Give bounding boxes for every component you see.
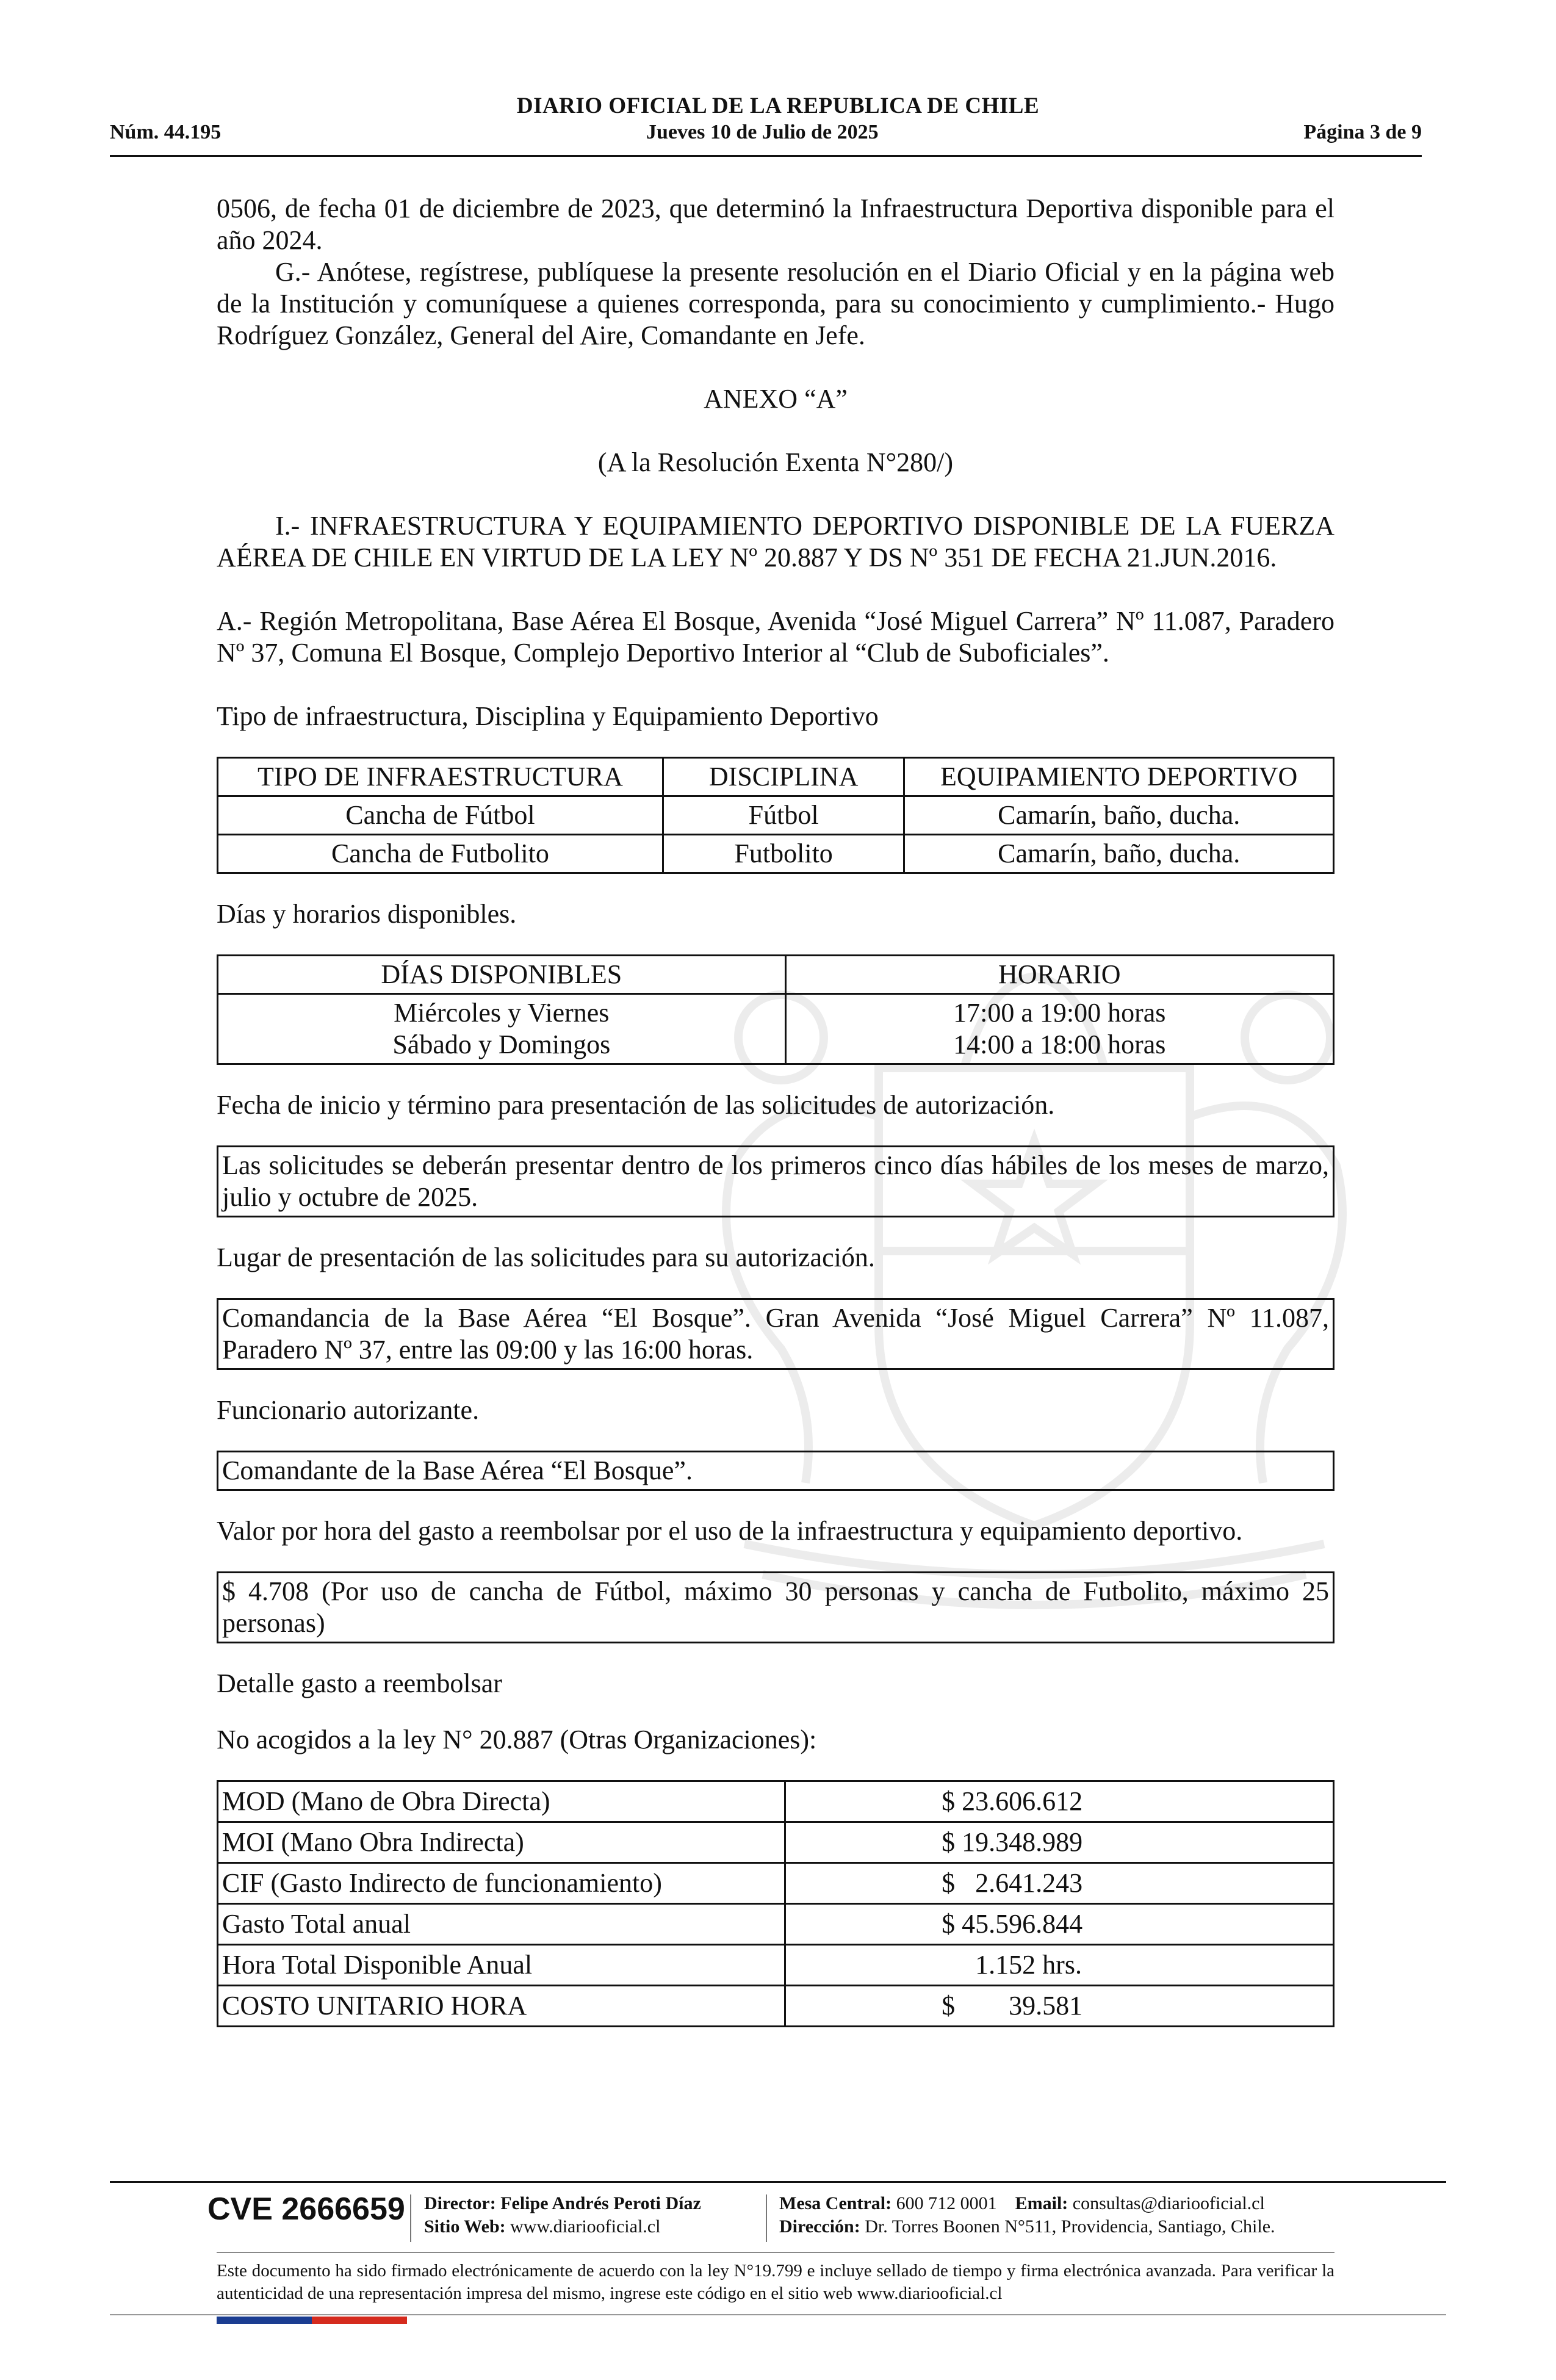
section-a-text: A.- Región Metropolitana, Base Aérea El Bosque, Avenida “José Miguel Carrera” Nº 11.087, Paradero Nº 37, Comuna El Bosque, Complejo Deportivo Interior al “Club de Suboficiales”. <box>217 606 1334 668</box>
table-row <box>218 1781 1334 1822</box>
annex-reference: (A la Resolución Exenta N°280/) <box>597 447 954 477</box>
day-entry: Miércoles y Viernes <box>394 998 610 1028</box>
hours-cell <box>785 994 1333 1064</box>
director-name: Felipe Andrés Peroti Díaz <box>500 2193 701 2213</box>
table-header-cell: EQUIPAMIENTO DEPORTIVO <box>904 758 1334 796</box>
issue-number: Núm. 44.195 <box>110 121 222 143</box>
footer-rule <box>217 2252 1334 2253</box>
table-header-row <box>218 758 1334 796</box>
cost-label: CIF (Gasto Indirecto de funcionamiento) <box>218 1863 785 1904</box>
cost-label: COSTO UNITARIO HORA <box>218 1986 785 2027</box>
infra-heading: Tipo de infraestructura, Disciplina y Equipamiento Deportivo <box>217 701 879 731</box>
signature-note: Este documento ha sido firmado electrónicamente de acuerdo con la ley N°19.799 e incluye sellado de tiempo y firma electrónica avanzada. Para verificar la autenticidad de una representación impresa del mismo, ingrese este código en el sitio web www.diariooficial.cl <box>217 2261 1334 2303</box>
header-row <box>110 121 1422 144</box>
dates-box: Las solicitudes se deberán presentar dentro de los primeros cinco días hábiles de los meses de marzo, julio y octubre de 2025. <box>217 1145 1334 1217</box>
cost-value: $ 23.606.612 <box>785 1781 1334 1822</box>
table-cell: Fútbol <box>663 796 904 835</box>
flag-stripe <box>217 2317 407 2324</box>
value-box: $ 4.708 (Por uso de cancha de Fútbol, máximo 30 personas y cancha de Futbolito, máximo 25 personas) <box>217 1571 1334 1643</box>
email-label: Email: <box>1015 2193 1068 2213</box>
footer-divider <box>766 2194 767 2242</box>
table-cell: Cancha de Fútbol <box>218 796 663 835</box>
infrastructure-table <box>217 757 1334 874</box>
paragraph-continuation: 0506, de fecha 01 de diciembre de 2023, que determinó la Infraestructura Deportiva disponible para el año 2024. <box>217 193 1334 255</box>
table-row <box>218 1945 1334 1986</box>
table-header-cell: TIPO DE INFRAESTRUCTURA <box>218 758 663 796</box>
detail-heading: Detalle gasto a reembolsar <box>217 1668 502 1698</box>
hour-entry: 17:00 a 19:00 horas <box>953 998 1166 1028</box>
official-box: Comandante de la Base Aérea “El Bosque”. <box>217 1451 1334 1491</box>
table-cell: Camarín, baño, ducha. <box>904 796 1334 835</box>
table-row <box>218 1822 1334 1863</box>
table-cell: Camarín, baño, ducha. <box>904 835 1334 873</box>
day-entry: Sábado y Domingos <box>392 1030 611 1059</box>
cost-value: 1.152 hrs. <box>785 1945 1334 1986</box>
cost-label: Hora Total Disponible Anual <box>218 1945 785 1986</box>
cost-value: $ 2.641.243 <box>785 1863 1334 1904</box>
value-heading: Valor por hora del gasto a reembolsar por el uso de la infraestructura y equipamiento deportivo. <box>217 1516 1243 1546</box>
director-label: Director: <box>424 2193 496 2213</box>
not-covered-heading: No acogidos a la ley N° 20.887 (Otras Organizaciones): <box>217 1725 817 1754</box>
table-row <box>218 796 1334 835</box>
cost-value: $ 39.581 <box>785 1986 1334 2027</box>
table-row <box>218 835 1334 873</box>
table-header-cell: HORARIO <box>785 956 1333 994</box>
newspaper-title: DIARIO OFICIAL DE LA REPUBLICA DE CHILE <box>516 93 1040 118</box>
cost-label: MOI (Mano Obra Indirecta) <box>218 1822 785 1863</box>
cost-value: $ 19.348.989 <box>785 1822 1334 1863</box>
issue-date: Jueves 10 de Julio de 2025 <box>646 121 879 143</box>
cost-table <box>217 1780 1334 2027</box>
days-heading: Días y horarios disponibles. <box>217 899 517 929</box>
header-rule <box>110 155 1422 157</box>
schedule-table <box>217 954 1334 1065</box>
web-label: Sitio Web: <box>424 2216 506 2237</box>
annex-title: ANEXO “A” <box>704 384 848 414</box>
footer-director-block <box>424 2192 701 2238</box>
table-header-cell: DISCIPLINA <box>663 758 904 796</box>
paragraph-g: G.- Anótese, regístrese, publíquese la presente resolución en el Diario Oficial y en la página web de la Institución y comuníquese a quienes corresponda, para su conocimiento y cumplimiento.- Hugo Rodríguez González, General del Aire, Comandante en Jefe. <box>217 257 1334 350</box>
document-body <box>217 193 1334 2027</box>
place-heading: Lugar de presentación de las solicitudes para su autorización. <box>217 1242 875 1272</box>
web-link[interactable]: www.diariooficial.cl <box>510 2216 661 2237</box>
table-row <box>218 1904 1334 1945</box>
footer-rule <box>110 2181 1446 2183</box>
footer-divider <box>410 2194 411 2242</box>
page-number: Página 3 de 9 <box>1303 121 1422 143</box>
flag-red-stripe <box>312 2317 407 2324</box>
flag-blue-stripe <box>217 2317 312 2324</box>
official-heading: Funcionario autorizante. <box>217 1395 480 1425</box>
cost-label: Gasto Total anual <box>218 1904 785 1945</box>
days-cell <box>218 994 786 1064</box>
footer-contact-block <box>779 2192 1275 2238</box>
address-text: Dr. Torres Boonen N°511, Providencia, Santiago, Chile. <box>865 2216 1275 2237</box>
table-cell: Futbolito <box>663 835 904 873</box>
dates-heading: Fecha de inicio y término para presentación de las solicitudes de autorización. <box>217 1090 1055 1120</box>
cost-value: $ 45.596.844 <box>785 1904 1334 1945</box>
phone-label: Mesa Central: <box>779 2193 892 2213</box>
cve-code: CVE 2666659 <box>207 2191 405 2227</box>
cost-label: MOD (Mano de Obra Directa) <box>218 1781 785 1822</box>
table-row <box>218 994 1334 1064</box>
place-box: Comandancia de la Base Aérea “El Bosque”. Gran Avenida “José Miguel Carrera” Nº 11.087, Paradero Nº 37, entre las 09:00 y las 16:00 horas. <box>217 1298 1334 1370</box>
phone-number: 600 712 0001 <box>896 2193 997 2213</box>
table-row <box>218 1863 1334 1904</box>
table-header-row <box>218 956 1334 994</box>
email-link[interactable]: consultas@diariooficial.cl <box>1072 2193 1265 2213</box>
table-header-cell: DÍAS DISPONIBLES <box>218 956 786 994</box>
footer-rule <box>110 2314 1446 2315</box>
section-i-heading: I.- INFRAESTRUCTURA Y EQUIPAMIENTO DEPORTIVO DISPONIBLE DE LA FUERZA AÉREA DE CHILE EN VIRTUD DE LA LEY Nº 20.887 Y DS Nº 351 DE FECHA 21.JUN.2016. <box>217 511 1334 572</box>
address-label: Dirección: <box>779 2216 860 2237</box>
table-row <box>218 1986 1334 2027</box>
table-cell: Cancha de Futbolito <box>218 835 663 873</box>
hour-entry: 14:00 a 18:00 horas <box>953 1030 1166 1059</box>
